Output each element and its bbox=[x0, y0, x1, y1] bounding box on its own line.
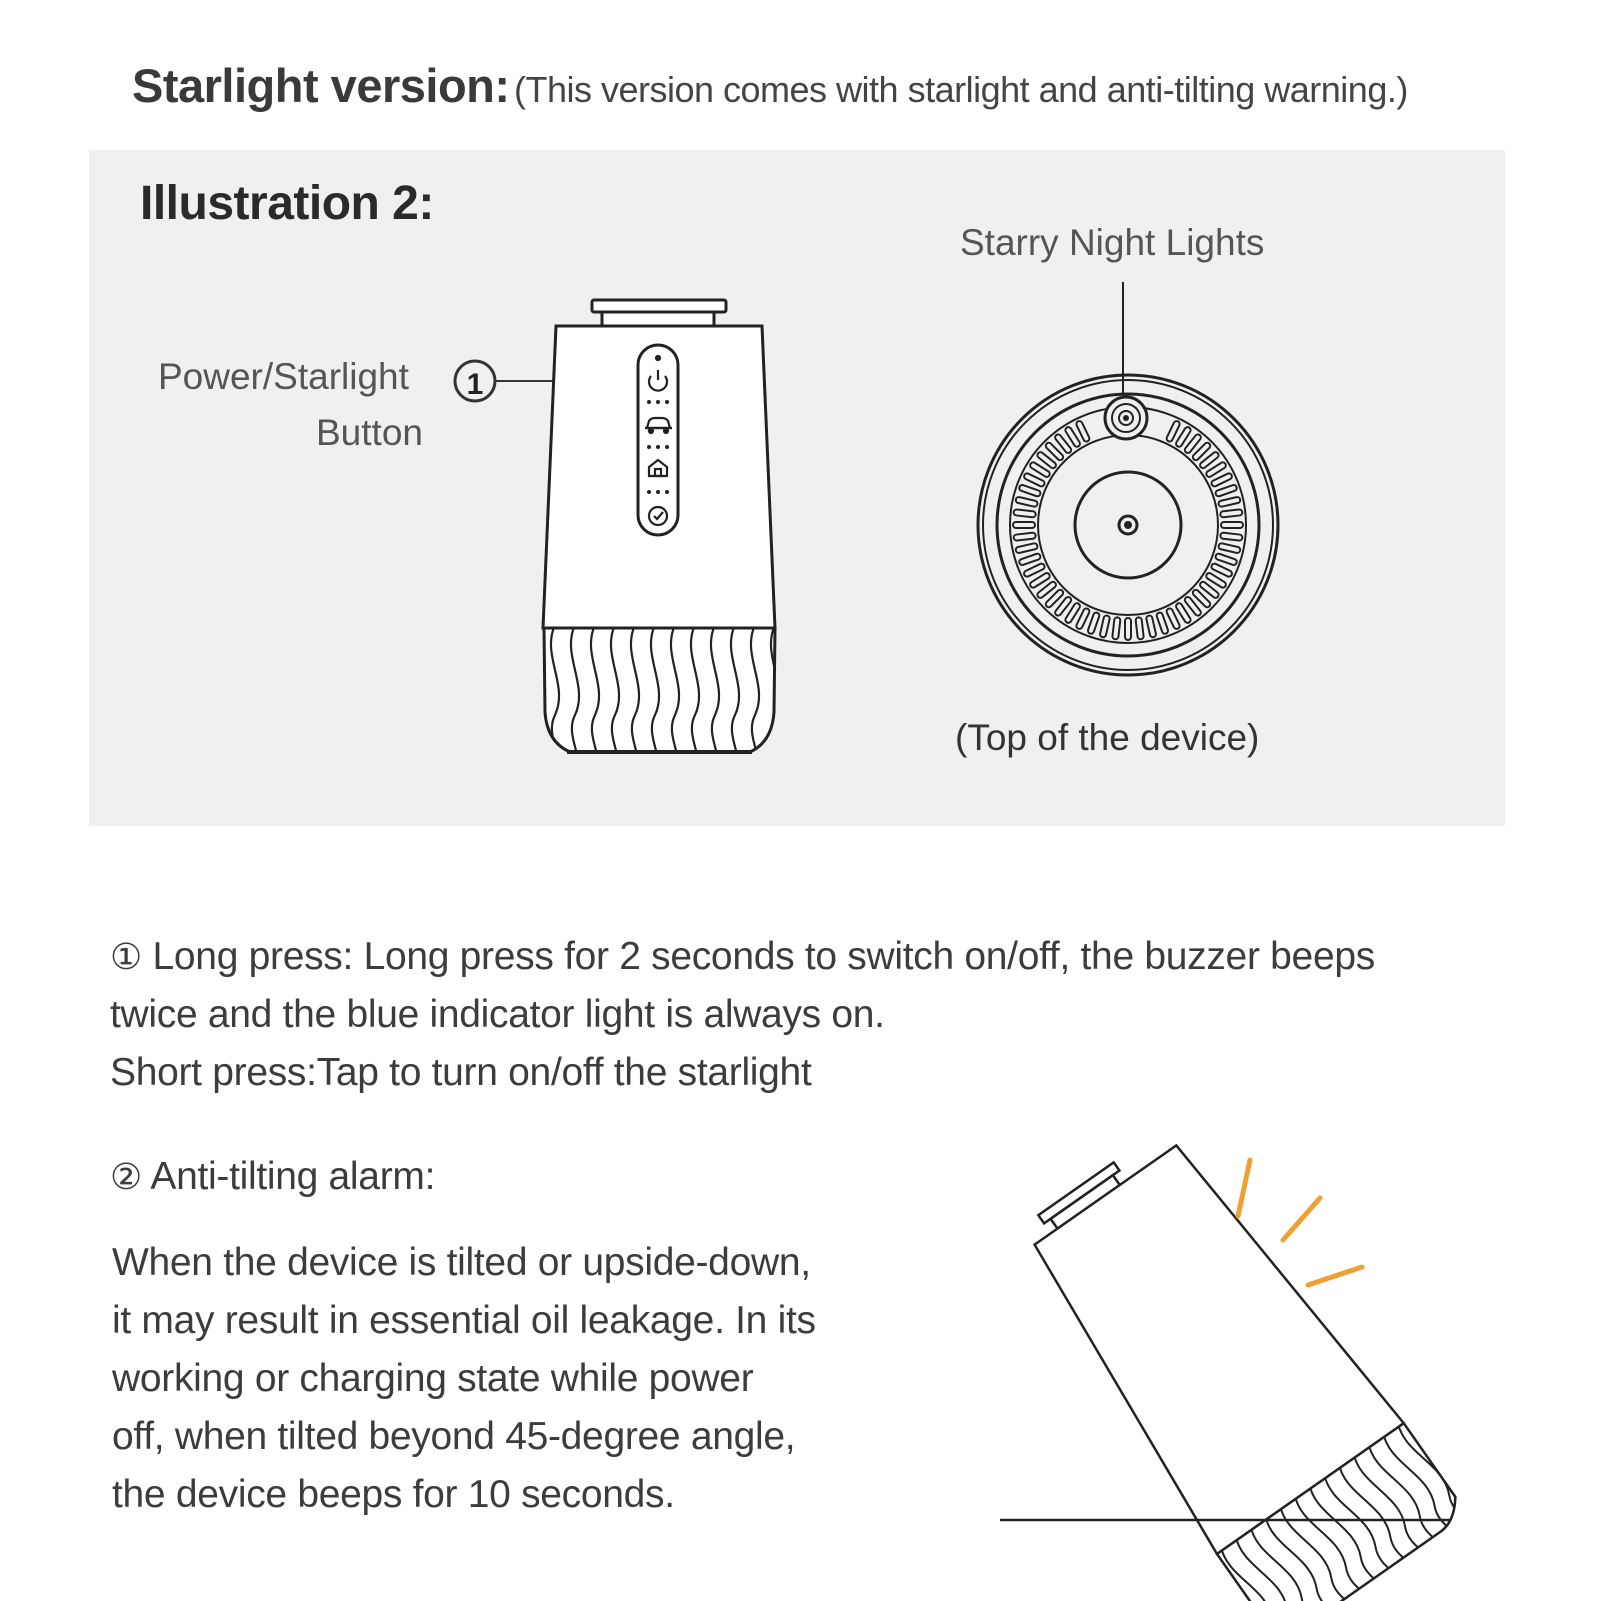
vent-slot bbox=[1112, 617, 1120, 640]
vent-slot bbox=[1018, 484, 1041, 497]
vent-slot bbox=[1192, 589, 1212, 609]
instruction-item-1 bbox=[110, 928, 1510, 1102]
vent-slot bbox=[1015, 496, 1038, 507]
instruction-item-2-heading bbox=[110, 1148, 435, 1206]
page-subtitle: (This version comes with starlight and anti-tilting warning.) bbox=[513, 69, 1408, 110]
vent-slot bbox=[1013, 532, 1036, 540]
diffuser-top-view bbox=[978, 282, 1278, 675]
illustration-title: Illustration 2: bbox=[140, 177, 434, 230]
item-2-body-line: working or charging state while power bbox=[112, 1357, 754, 1400]
diffuser-front-view bbox=[0, 0, 779, 765]
callout-number-1 bbox=[455, 361, 495, 401]
vent-slot bbox=[1045, 442, 1065, 462]
item-1-marker: ① bbox=[110, 936, 142, 977]
vent-slot bbox=[1220, 509, 1243, 517]
item-2-marker: ② bbox=[110, 1156, 142, 1197]
vent-slot bbox=[1218, 496, 1241, 507]
vent-slot bbox=[1135, 617, 1143, 640]
svg-text:1: 1 bbox=[466, 368, 484, 401]
vent-slot bbox=[1215, 553, 1238, 566]
vent-slot bbox=[1192, 442, 1212, 462]
vent-slot bbox=[1218, 543, 1241, 554]
item-2-body-line: the device beeps for 10 seconds. bbox=[112, 1473, 675, 1516]
item-2-body-line: it may result in essential oil leakage. In its bbox=[112, 1299, 816, 1342]
vent-slot bbox=[1146, 615, 1157, 638]
vent-slot bbox=[1045, 589, 1065, 609]
vent-slot bbox=[1015, 543, 1038, 554]
instruction-item-2-body bbox=[112, 1234, 912, 1524]
starlight-lens bbox=[1105, 397, 1147, 439]
vent-slot bbox=[1099, 615, 1110, 638]
vent-slot bbox=[1087, 612, 1100, 635]
power-button-label: Power/Starlight bbox=[158, 356, 409, 397]
top-of-device-label: (Top of the device) bbox=[955, 717, 1260, 758]
item-2-title: Anti-tilting alarm: bbox=[150, 1155, 436, 1198]
tilted-diffuser-illustration bbox=[999, 1112, 1481, 1601]
vent-slot bbox=[1221, 522, 1243, 528]
item-2-body-line: When the device is tilted or upside-down, bbox=[112, 1241, 811, 1284]
item-1-line-2: twice and the blue indicator light is always on. bbox=[110, 993, 885, 1036]
vent-slot bbox=[1156, 612, 1169, 635]
vent-slot bbox=[1125, 618, 1131, 640]
vent-slot bbox=[1013, 522, 1035, 528]
power-button-label-line2: Button bbox=[316, 412, 423, 453]
vent-slot bbox=[1215, 484, 1238, 497]
item-1-line-1: Long press: Long press for 2 seconds to switch on/off, the buzzer beeps bbox=[152, 935, 1375, 978]
item-2-body-line: off, when tilted beyond 45-degree angle, bbox=[112, 1415, 796, 1458]
vent-slot bbox=[1220, 532, 1243, 540]
item-1-line-3: Short press:Tap to turn on/off the starlight bbox=[110, 1051, 812, 1094]
vent-slot bbox=[1013, 509, 1036, 517]
page-title: Starlight version: bbox=[132, 59, 510, 112]
starry-night-lights-label: Starry Night Lights bbox=[960, 222, 1265, 263]
vent-slot bbox=[1018, 553, 1041, 566]
